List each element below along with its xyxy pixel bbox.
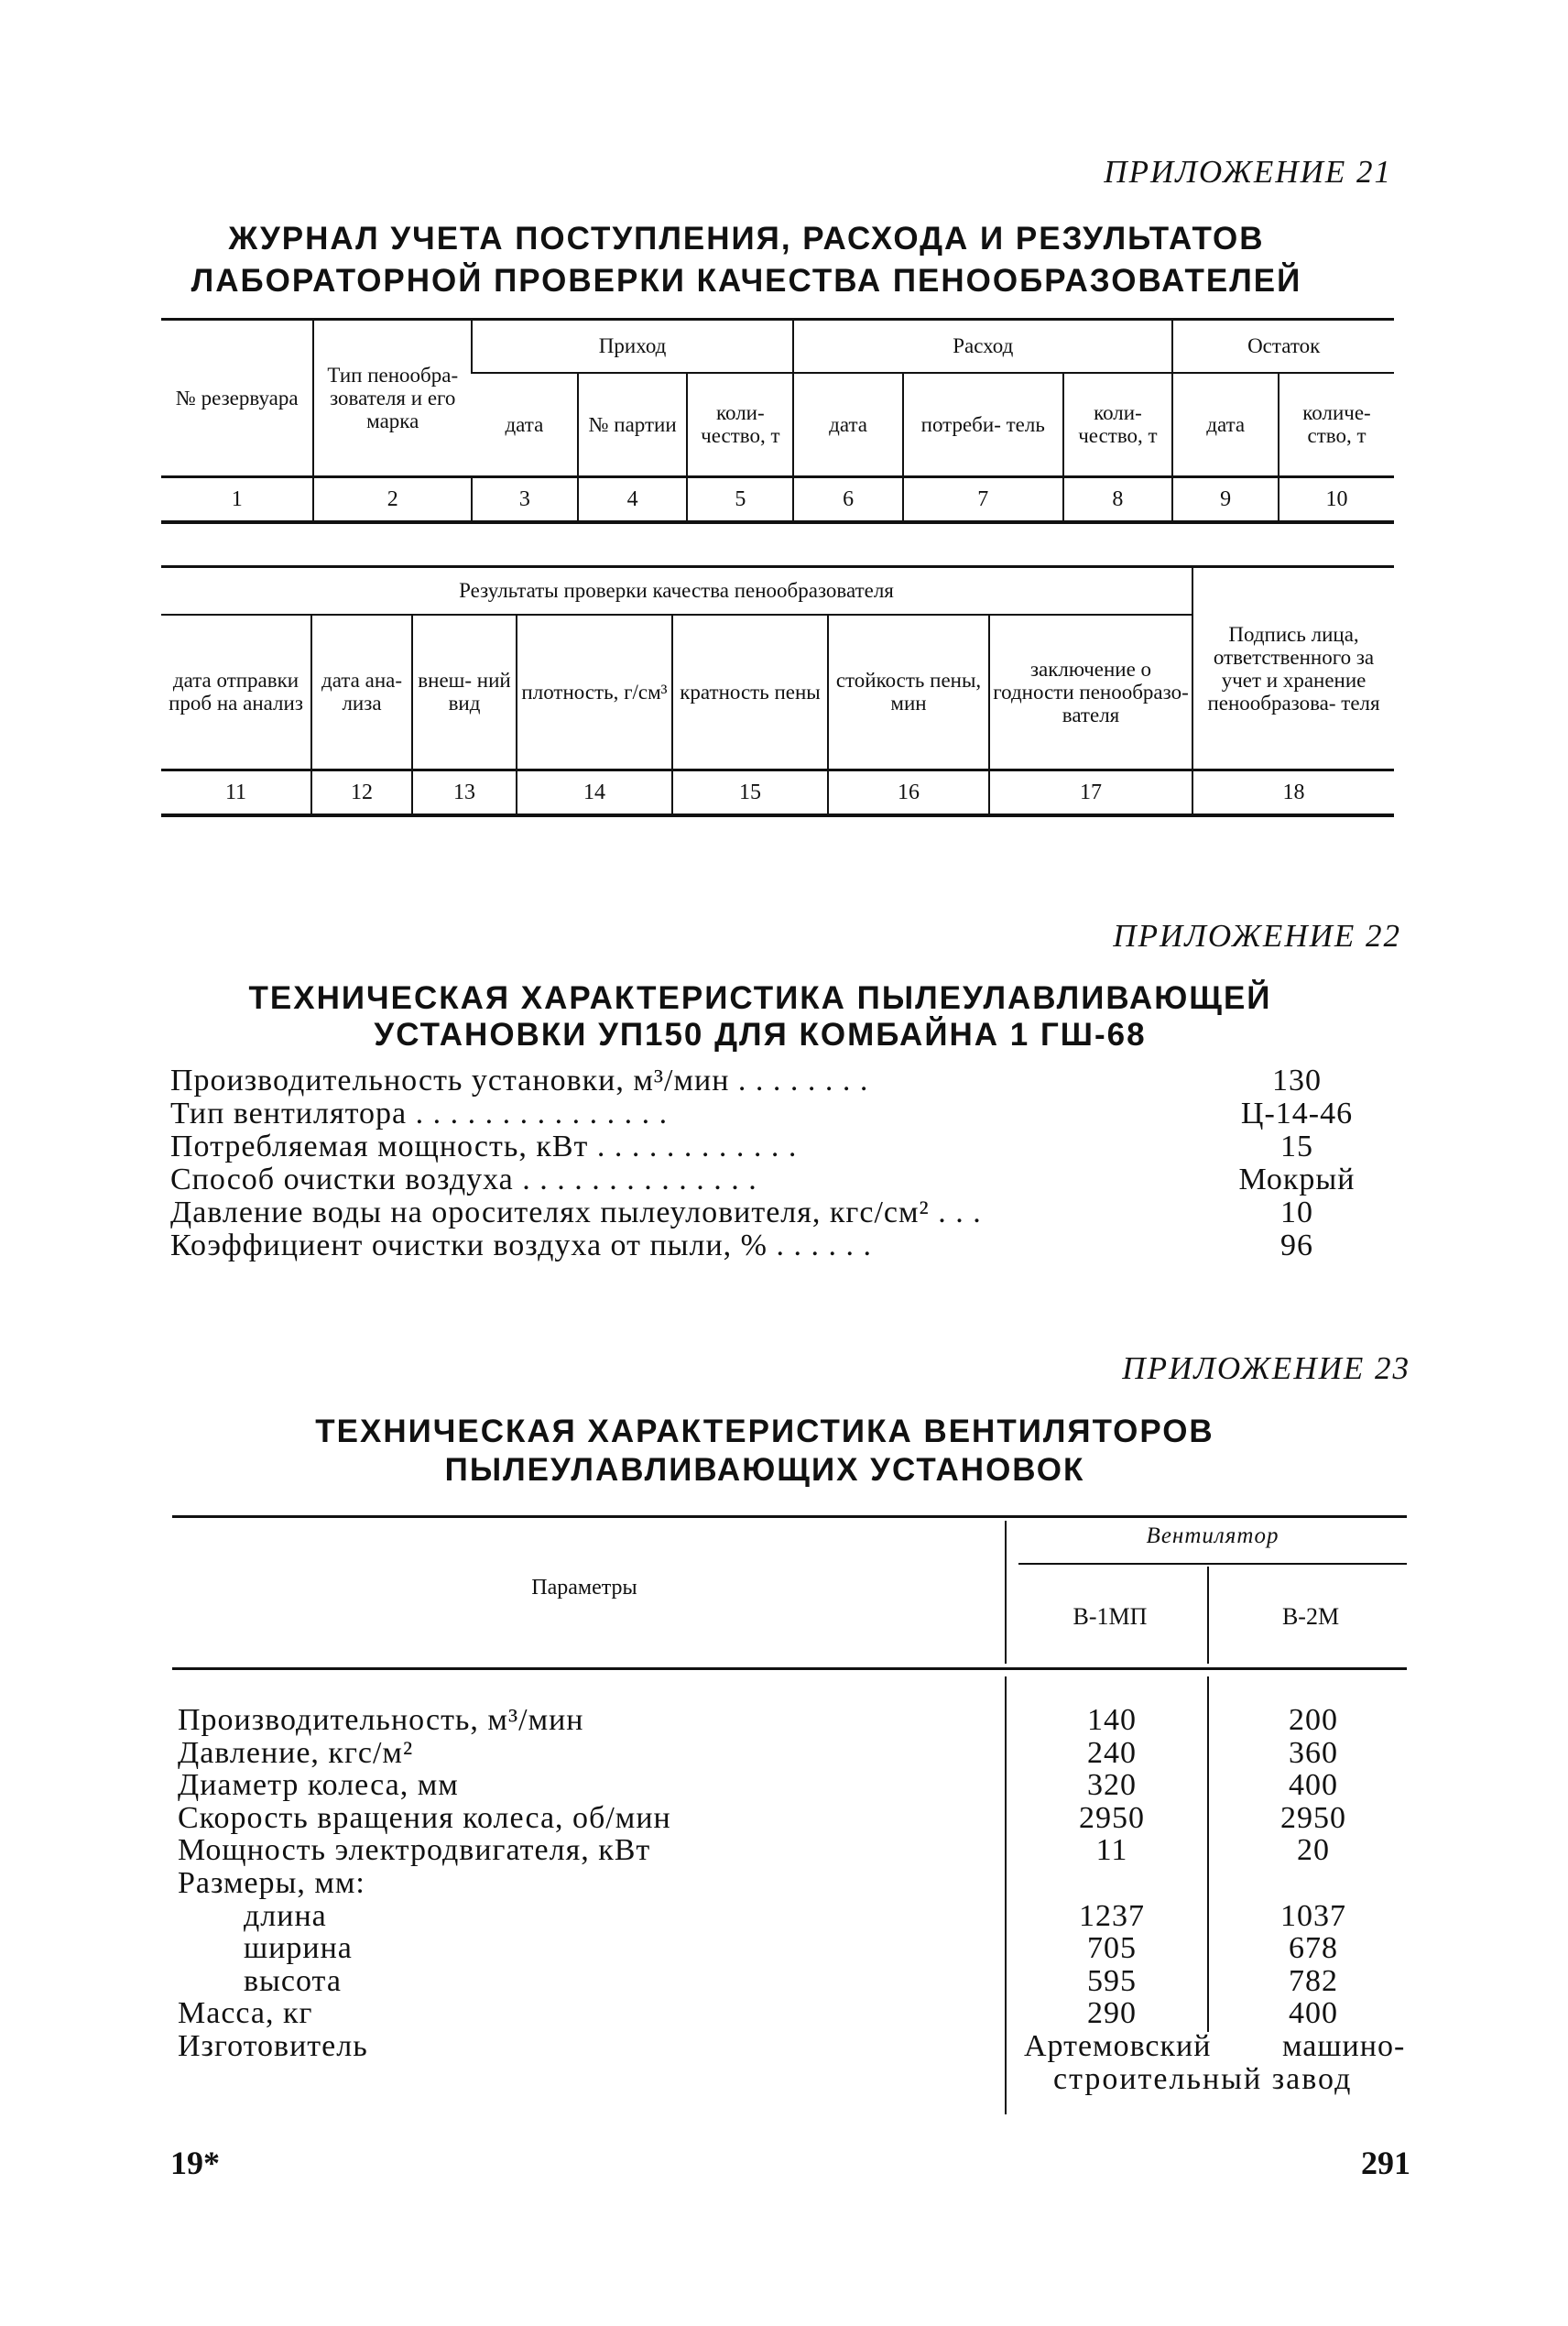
remainder-quantity-header: количе- ство, т bbox=[1279, 373, 1394, 477]
title-line: ТЕХНИЧЕСКАЯ ХАРАКТЕРИСТИКА ВЕНТИЛЯТОРОВ bbox=[315, 1414, 1214, 1449]
spec-dots: . . . . . . . . . . . . bbox=[596, 1130, 798, 1163]
title-line: УСТАНОВКИ УП150 ДЛЯ КОМБАЙНА 1 ГШ-68 bbox=[374, 1017, 1147, 1053]
col-reservoir-header: № резервуара bbox=[175, 387, 299, 410]
v1-value: 140 bbox=[1087, 1703, 1137, 1737]
column-number: 6 bbox=[793, 477, 903, 523]
column-number: 3 bbox=[472, 477, 578, 523]
spec-label: Способ очистки воздуха bbox=[170, 1163, 514, 1196]
spec-label: Давление воды на оросителях пылеуловителя, кгс/см² bbox=[170, 1196, 930, 1229]
v1-value: Артемовский bbox=[1024, 2028, 1212, 2063]
spec-value: 130 bbox=[1272, 1064, 1322, 1097]
fan-header-rule bbox=[1018, 1563, 1407, 1565]
group-expense-header: Расход bbox=[793, 320, 1172, 373]
param-label: высота bbox=[244, 1963, 342, 1998]
v2-value: 678 bbox=[1289, 1931, 1338, 1966]
header-bottom-rule bbox=[172, 1667, 1407, 1670]
spec-value: 15 bbox=[1280, 1130, 1313, 1163]
col-type-header: Тип пенообра- зователя и его марка bbox=[313, 320, 472, 477]
col-density-header: плотность, г/см³ bbox=[517, 615, 672, 770]
table-row bbox=[178, 1932, 1387, 1965]
fan-v1-header: В-1МП bbox=[1073, 1603, 1148, 1630]
expense-quantity-header: коли- чество, т bbox=[1063, 373, 1173, 477]
table-row bbox=[178, 1737, 1387, 1770]
column-divider bbox=[1207, 1567, 1209, 1664]
param-label: Давление, кгс/м² bbox=[178, 1735, 414, 1770]
col-appearance-header: внеш- ний вид bbox=[412, 615, 517, 770]
v1-value: 240 bbox=[1087, 1735, 1137, 1770]
column-number: 17 bbox=[989, 770, 1192, 816]
column-number: 11 bbox=[161, 770, 311, 816]
spec-dots: . . . . . . . . bbox=[737, 1064, 869, 1097]
column-number: 18 bbox=[1192, 770, 1394, 816]
column-number: 8 bbox=[1063, 477, 1173, 523]
param-label: Масса, кг bbox=[178, 1996, 313, 2031]
income-quantity-header: коли- чество, т bbox=[687, 373, 793, 477]
v2-value: 400 bbox=[1289, 1996, 1338, 2031]
col-sample-date-header: дата отправки проб на анализ bbox=[169, 669, 303, 715]
table-row bbox=[178, 1769, 1387, 1802]
expense-consumer-header: потреби- тель bbox=[903, 373, 1063, 477]
v2-value: 200 bbox=[1289, 1703, 1338, 1737]
spec-dots: . . . . . . . . . . . . . . . bbox=[415, 1097, 669, 1130]
column-number: 5 bbox=[687, 477, 793, 523]
table-row bbox=[178, 2063, 1387, 2096]
param-label: длина bbox=[244, 1898, 327, 1933]
appendix-22-label: ПРИЛОЖЕНИЕ 22 bbox=[1113, 918, 1401, 954]
column-number: 4 bbox=[578, 477, 688, 523]
v2-value: 360 bbox=[1289, 1735, 1338, 1770]
income-batch-header: № партии bbox=[578, 373, 688, 477]
v1-value: 2950 bbox=[1079, 1800, 1145, 1835]
v1-value: 705 bbox=[1087, 1931, 1137, 1966]
appendix-21-label: ПРИЛОЖЕНИЕ 21 bbox=[1104, 154, 1392, 190]
v2-value: 2950 bbox=[1280, 1800, 1346, 1835]
remainder-date-header: дата bbox=[1172, 373, 1279, 477]
table-row bbox=[178, 1900, 1387, 1933]
signature-mark: 19* bbox=[170, 2145, 220, 2181]
v1-value: 320 bbox=[1087, 1768, 1137, 1803]
spec-dots: . . . . . . . . . . . . . . bbox=[522, 1163, 757, 1196]
column-number: 1 bbox=[161, 477, 313, 523]
column-number: 12 bbox=[311, 770, 412, 816]
column-number: 9 bbox=[1172, 477, 1279, 523]
spec-value: 10 bbox=[1280, 1196, 1313, 1229]
col-analysis-date-header: дата ана- лиза bbox=[311, 615, 412, 770]
table-row bbox=[178, 2028, 1406, 2063]
title-line: ПЫЛЕУЛАВЛИВАЮЩИХ УСТАНОВОК bbox=[444, 1452, 1085, 1488]
spec-label: Потребляемая мощность, кВт bbox=[170, 1130, 589, 1163]
group-remainder-header: Остаток bbox=[1172, 320, 1394, 373]
col-expansion-header: кратность пены bbox=[672, 615, 828, 770]
spec-value: Ц-14-46 bbox=[1240, 1097, 1354, 1130]
title-line: ЛАБОРАТОРНОЙ ПРОВЕРКИ КАЧЕСТВА ПЕНООБРАЗОВАТЕЛЕЙ bbox=[191, 263, 1302, 299]
table-row bbox=[178, 1965, 1387, 1998]
spec-value: 96 bbox=[1280, 1229, 1313, 1262]
title-line: ЖУРНАЛ УЧЕТА ПОСТУПЛЕНИЯ, РАСХОДА И РЕЗУЛЬТАТОВ bbox=[228, 221, 1265, 257]
fan-rows bbox=[178, 1703, 1406, 2096]
col-conclusion-header: заключение о годности пенообразо- вателя bbox=[989, 615, 1192, 770]
spec-label: Коэффициент очистки воздуха от пыли, % bbox=[170, 1229, 768, 1262]
column-number: 2 bbox=[313, 477, 472, 523]
spec-dots: . . . . . . bbox=[776, 1229, 872, 1262]
col-stability-header: стойкость пены, мин bbox=[828, 615, 989, 770]
v2-value: 20 bbox=[1297, 1833, 1330, 1868]
col-signature-header: Подпись лица, ответственного за учет и хранение пенообразова- теля bbox=[1192, 567, 1394, 770]
manufacturer-continued: строительный завод bbox=[1053, 2061, 1353, 2096]
spec-value: Мокрый bbox=[1238, 1163, 1356, 1196]
appendix-23-label: ПРИЛОЖЕНИЕ 23 bbox=[1122, 1350, 1410, 1386]
v1-value: 290 bbox=[1087, 1996, 1137, 2031]
fan-v2-header: В-2М bbox=[1281, 1603, 1340, 1630]
param-label: Скорость вращения колеса, об/мин bbox=[178, 1800, 671, 1835]
column-divider bbox=[1005, 1521, 1007, 1664]
table-row bbox=[178, 1802, 1387, 1835]
table-top-rule bbox=[172, 1515, 1407, 1518]
column-number: 10 bbox=[1279, 477, 1394, 523]
table-row bbox=[178, 1704, 1387, 1737]
spec-label: Производительность установки, м³/мин bbox=[170, 1064, 730, 1097]
column-number: 14 bbox=[517, 770, 672, 816]
group-results-header: Результаты проверки качества пенообразователя bbox=[161, 567, 1192, 615]
v2-value: 1037 bbox=[1280, 1898, 1346, 1933]
param-label: Размеры, мм: bbox=[178, 1865, 365, 1900]
spec-label: Тип вентилятора bbox=[170, 1097, 408, 1130]
spec-dots: . . . bbox=[938, 1196, 982, 1229]
parameters-header: Параметры bbox=[531, 1576, 637, 1600]
table-row bbox=[178, 1834, 1387, 1867]
param-label: Диаметр колеса, мм bbox=[178, 1768, 459, 1803]
table-row bbox=[178, 1867, 1387, 1900]
param-label: Мощность электродвигателя, кВт bbox=[178, 1833, 651, 1868]
title-line: ТЕХНИЧЕСКАЯ ХАРАКТЕРИСТИКА ПЫЛЕУЛАВЛИВАЮЩЕЙ bbox=[248, 980, 1272, 1016]
v1-value: 1237 bbox=[1079, 1898, 1145, 1933]
param-label: Изготовитель bbox=[178, 2028, 368, 2063]
v2-value: 400 bbox=[1289, 1768, 1338, 1803]
column-number: 7 bbox=[903, 477, 1063, 523]
column-number: 15 bbox=[672, 770, 828, 816]
page-number: 291 bbox=[1361, 2145, 1410, 2181]
v2-value: 782 bbox=[1289, 1963, 1338, 1998]
v2-value: машино- bbox=[1282, 2028, 1406, 2063]
table-row bbox=[178, 1997, 1387, 2030]
v1-value: 11 bbox=[1095, 1833, 1128, 1868]
column-number: 13 bbox=[412, 770, 517, 816]
column-number: 16 bbox=[828, 770, 989, 816]
income-date-header: дата bbox=[505, 412, 544, 436]
param-label: Производительность, м³/мин bbox=[178, 1703, 584, 1737]
v1-value: 595 bbox=[1087, 1963, 1137, 1998]
fan-group-header: Вентилятор bbox=[1146, 1523, 1279, 1548]
param-label: ширина bbox=[244, 1931, 353, 1966]
group-income-header: Приход bbox=[472, 320, 793, 373]
expense-date-header: дата bbox=[793, 373, 903, 477]
